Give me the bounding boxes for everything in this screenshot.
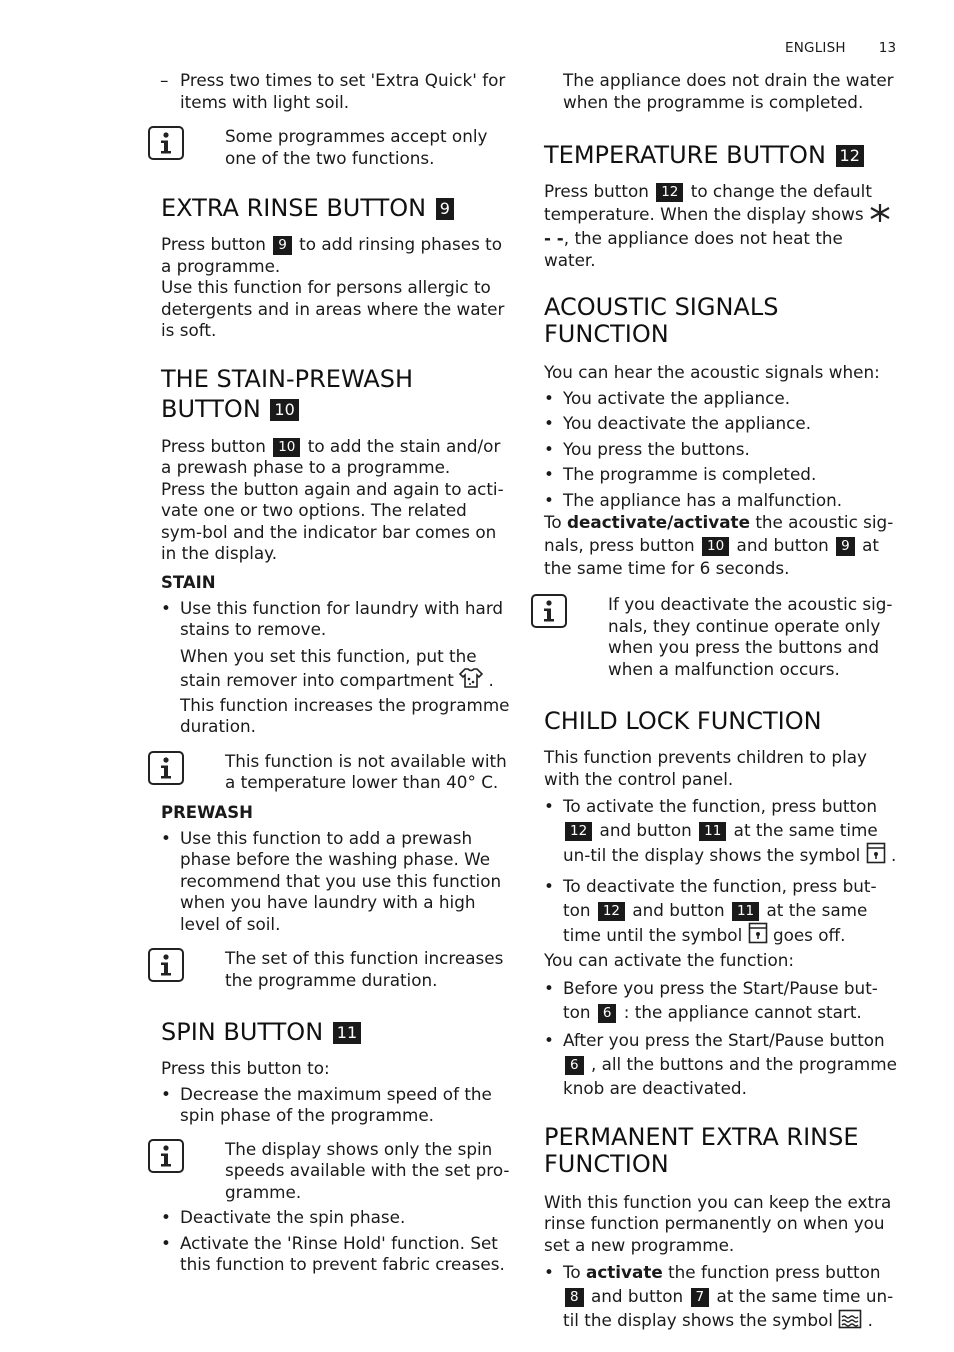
button-number-badge: 7 [691, 1288, 710, 1307]
button-number-badge: 12 [836, 145, 864, 167]
permanent-extra-rinse-heading: PERMANENT EXTRA RINSE FUNCTION [544, 1122, 859, 1178]
temperature-heading: TEMPERATURE BUTTON 12 [544, 141, 899, 170]
button-number-badge: 9 [436, 198, 454, 220]
button-number-badge: 12 [598, 902, 625, 921]
list-item: • You activate the appliance. [544, 387, 791, 408]
info-note-stain [161, 751, 511, 794]
extra-rinse-paragraph: Press button 9 to add rinsing phases to a programme. [161, 234, 503, 276]
list-item: • The programme is completed. [544, 464, 817, 484]
child-lock-you-can: You can activate the function: [544, 950, 795, 970]
stain-prewash-paragraph: Press button 10 to add the stain and/or a prewash phase to a programme. [161, 435, 501, 477]
list-item: • Use this function for laundry with hard stains to remove. When you set this function, put the stain remover into compartment . This function increases the programme duration. [161, 597, 510, 736]
button-number-badge: 9 [273, 236, 292, 255]
extra-rinse-paragraph-2: Use this function for persons allergic to detergents and in areas where the water is soft. [161, 277, 505, 340]
info-note-functions [161, 126, 511, 169]
list-item: • You press the buttons. [544, 438, 750, 459]
left-column [161, 70, 511, 1276]
button-number-badge: 10 [273, 438, 300, 457]
child-lock-heading: CHILD LOCK FUNCTION [544, 707, 822, 735]
info-icon [148, 751, 184, 785]
info-icon [148, 1139, 184, 1173]
acoustic-heading: ACOUSTIC SIGNALS FUNCTION [544, 293, 779, 348]
stain-prewash-paragraph-2: Press the button again and again to acti-vate one or two options. The related sym-bol and the indicator bar comes on in the display. [161, 478, 504, 563]
right-column [544, 70, 899, 1335]
list-item: • To activate the function press button 8 and button 7 at the same time un-til the display shows the symbol . [544, 1260, 899, 1335]
spin-intro: Press this button to: [161, 1058, 330, 1078]
note-text: The set of this function increases the programme duration. [225, 948, 504, 990]
child-lock-icon [866, 842, 886, 870]
info-icon [148, 948, 184, 982]
page-header [785, 40, 896, 56]
acoustic-paragraph: To deactivate/activate the acoustic sig-nals, press button 10 and button 9 at the same time for 6 seconds. [544, 512, 894, 578]
button-number-badge: 8 [565, 1288, 584, 1307]
list-item: • After you press the Start/Pause button 6 , all the buttons and the programme knob are deactivated. [544, 1029, 897, 1098]
spin-heading: SPIN BUTTON 11 [161, 1018, 511, 1047]
list-item: • To deactivate the function, press but-ton 12 and button 11 at the same time until the symbol goes off. [544, 874, 899, 950]
stain-compartment-icon [459, 667, 483, 695]
list-item: • To activate the function, press button 12 and button 11 at the same time un-til the display shows the symbol . [544, 794, 899, 870]
intro-dash-item: – Press two times to set 'Extra Quick' for items with light soil. [161, 70, 511, 113]
cold-wash-icon [869, 203, 891, 229]
info-note-prewash [161, 948, 511, 991]
info-icon [148, 126, 184, 160]
button-number-badge: 12 [656, 183, 683, 202]
button-number-badge: 11 [699, 822, 726, 841]
button-number-badge: 10 [270, 399, 298, 421]
child-lock-icon [748, 922, 768, 950]
button-number-badge: 9 [836, 537, 855, 556]
extra-rinse-icon [838, 1309, 862, 1335]
button-number-badge: 11 [333, 1022, 361, 1044]
child-lock-intro: This function prevents children to play with the control panel. [544, 747, 867, 789]
temperature-paragraph: Press button 12 to change the default temperature. When the display shows - -, the appliance does not heat the water. [544, 181, 899, 271]
note-text: This function is not available with a temperature lower than 40° C. [225, 750, 507, 792]
button-number-badge: 10 [702, 537, 729, 556]
list-item: • Before you press the Start/Pause but-ton 6 : the appliance cannot start. [544, 977, 878, 1022]
permanent-intro: With this function you can keep the extra rinse function permanently on when you set a new programme. [544, 1191, 892, 1255]
note-text: The display shows only the spin speeds available with the set pro-gramme. [225, 1138, 510, 1202]
list-item: • The appliance has a malfunction. [544, 489, 843, 510]
drain-text: The appliance does not drain the water when the programme is completed. [563, 70, 894, 112]
stain-subheading: STAIN [161, 572, 216, 592]
prewash-subheading: PREWASH [161, 802, 253, 822]
extra-rinse-heading: EXTRA RINSE BUTTON 9 [161, 194, 511, 223]
page-number: 13 [878, 40, 897, 56]
header-language: ENGLISH [785, 40, 846, 56]
list-item: • Decrease the maximum speed of the spin phase of the programme. [161, 1083, 492, 1125]
list-item: • Use this function to add a prewash phase before the washing phase. We recommend that you use this function when you have laundry with a high level of soil. [161, 827, 502, 934]
acoustic-intro: You can hear the acoustic signals when: [544, 362, 880, 382]
info-note-spin [161, 1139, 511, 1204]
button-number-badge: 11 [732, 902, 759, 921]
list-item: • You deactivate the appliance. [544, 413, 812, 433]
button-number-badge: 12 [565, 822, 592, 841]
stain-prewash-heading: THE STAIN-PREWASH BUTTON 10 [161, 364, 414, 423]
button-number-badge: 6 [565, 1056, 584, 1075]
info-icon [531, 594, 567, 628]
list-item: • Activate the 'Rinse Hold' function. Set this function to prevent fabric creases. [161, 1232, 505, 1274]
info-note-acoustic [544, 594, 899, 680]
button-number-badge: 6 [598, 1004, 617, 1023]
list-item: • Deactivate the spin phase. [161, 1207, 406, 1227]
note-text: If you deactivate the acoustic sig-nals, they continue operate only when you press the buttons and when a malfunction occurs. [608, 594, 893, 679]
note-text: Some programmes accept only one of the two functions. [225, 126, 488, 168]
